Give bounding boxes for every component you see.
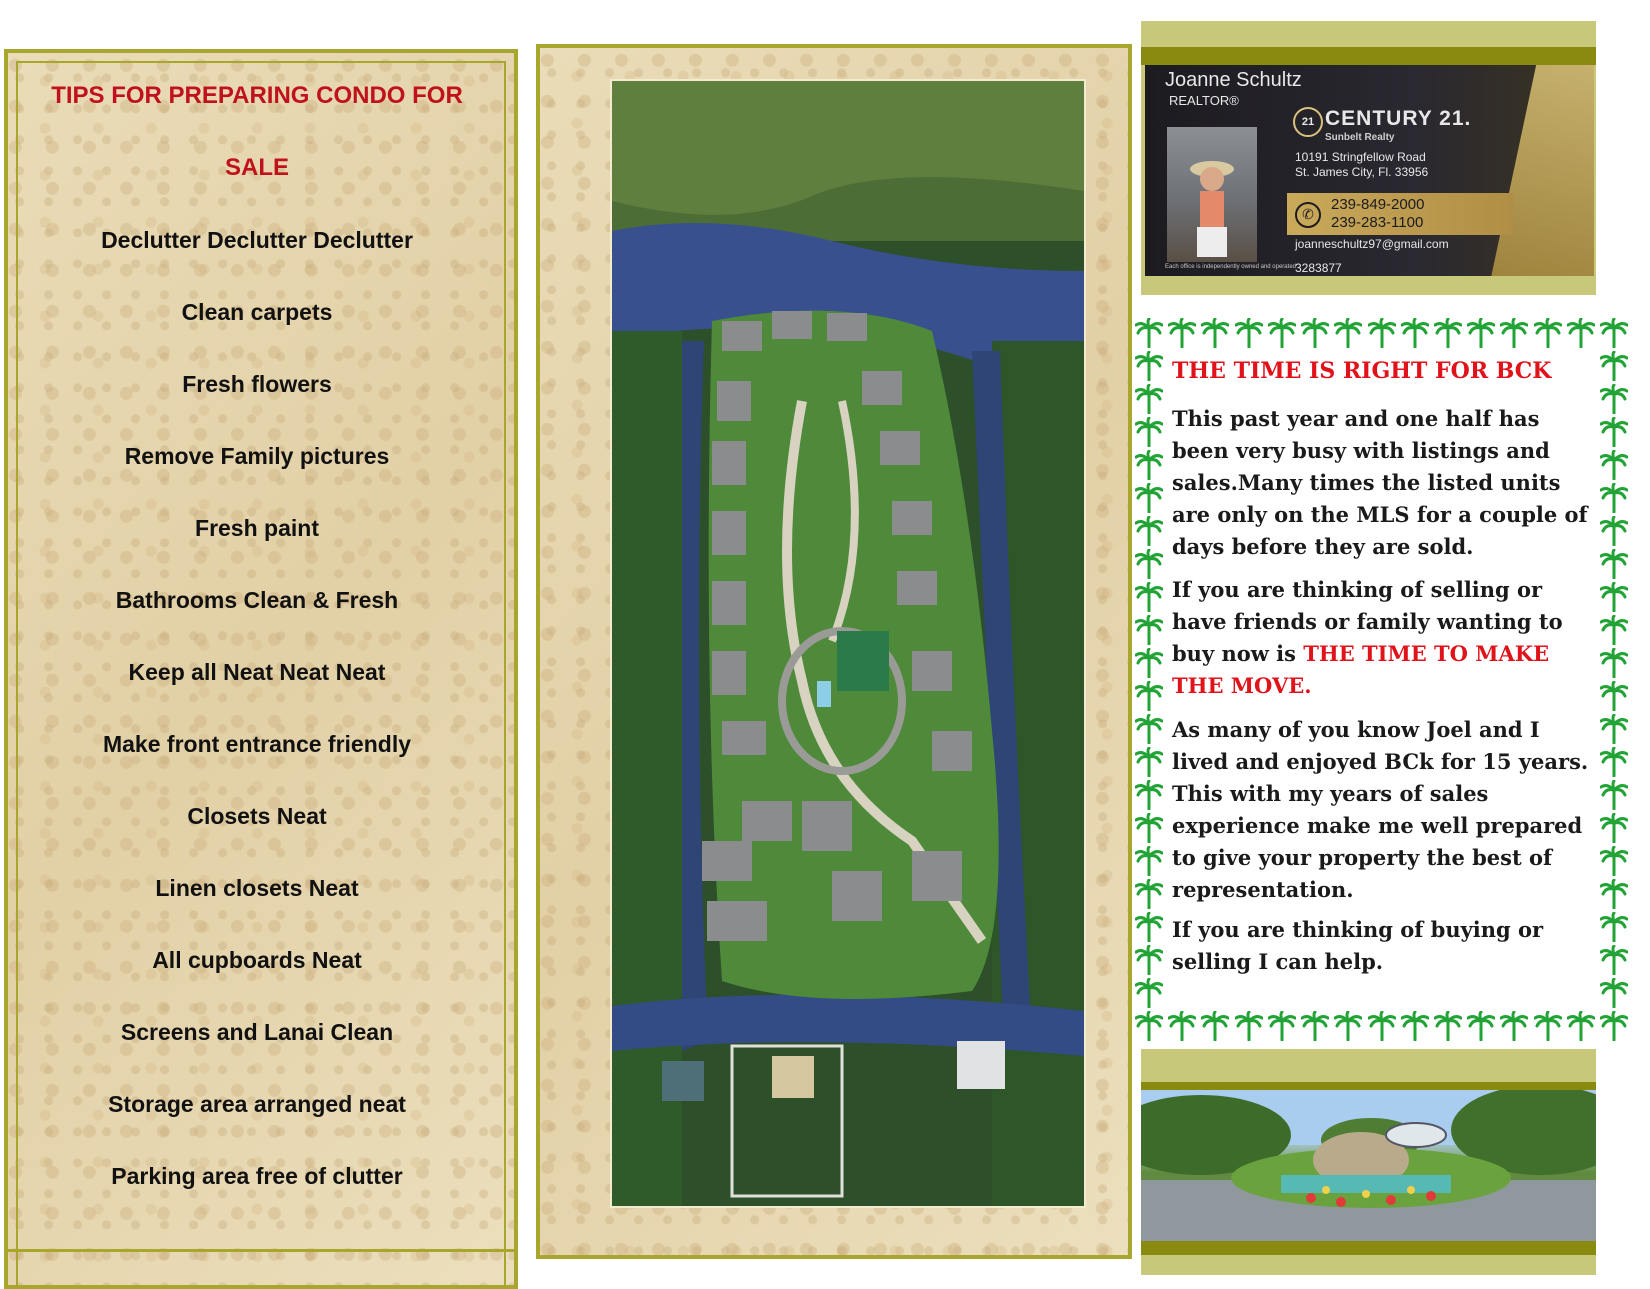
- card-gold-swoosh: [1488, 65, 1594, 276]
- tips-title-line-1: TIPS FOR PREPARING CONDO FOR: [51, 82, 463, 109]
- palm-tree-icon: [1399, 318, 1431, 350]
- card-disclaimer: Each office is independently owned and operated: [1165, 264, 1296, 270]
- palm-tree-icon: [1366, 1011, 1398, 1043]
- palm-tree-icon: [1133, 780, 1165, 812]
- palm-tree-icon: [1166, 318, 1198, 350]
- palm-tree-icon: [1133, 450, 1165, 482]
- agent-email: joanneschultz97@gmail.com: [1295, 237, 1449, 251]
- tip-item: Keep all Neat Neat Neat: [128, 659, 386, 685]
- bck-paragraph-1: This past year and one half has been very busy with listings and sales.Many times the listed units are only on the MLS for a couple of days before they are sold.: [1172, 406, 1588, 559]
- bck-title: THE TIME IS RIGHT FOR BCK: [1172, 358, 1552, 384]
- brokerage-office: Sunbelt Realty: [1325, 132, 1395, 143]
- palm-tree-icon: [1598, 879, 1630, 911]
- tips-panel-bottom-rule: [4, 1249, 518, 1252]
- palm-tree-icon: [1598, 813, 1630, 845]
- palm-tree-icon: [1133, 417, 1165, 449]
- palm-tree-icon: [1598, 780, 1630, 812]
- tip-item: Remove Family pictures: [124, 443, 390, 469]
- palm-tree-icon: [1133, 945, 1165, 977]
- palm-tree-icon: [1598, 417, 1630, 449]
- palm-tree-icon: [1133, 747, 1165, 779]
- tip-item: Bathrooms Clean & Fresh: [115, 587, 399, 613]
- palm-tree-icon: [1299, 1011, 1331, 1043]
- business-card-frame: [1141, 21, 1596, 295]
- palm-tree-icon: [1598, 351, 1630, 383]
- palm-tree-icon: [1133, 615, 1165, 647]
- palm-tree-icon: [1598, 615, 1630, 647]
- agent-license: 3283877: [1295, 261, 1342, 275]
- palm-tree-icon: [1366, 318, 1398, 350]
- palm-tree-icon: [1199, 1011, 1231, 1043]
- address-line-2: St. James City, Fl. 33956: [1295, 165, 1429, 179]
- bck-message-box: [1133, 318, 1630, 1043]
- palm-tree-icon: [1133, 681, 1165, 713]
- tip-item: Linen closets Neat: [155, 875, 359, 901]
- photo-band-top: [1141, 1082, 1596, 1090]
- tip-item: Fresh flowers: [182, 371, 332, 397]
- bck-paragraph-2: [1172, 574, 1602, 702]
- palm-tree-icon: [1332, 1011, 1364, 1043]
- photo-band-bottom: [1141, 1241, 1596, 1255]
- palm-tree-icon: [1133, 879, 1165, 911]
- entrance-photo-frame: [1141, 1049, 1596, 1275]
- palm-tree-icon: [1598, 582, 1630, 614]
- palm-tree-icon: [1598, 846, 1630, 878]
- palm-tree-icon: [1532, 1011, 1564, 1043]
- phone-icon: ✆: [1295, 202, 1321, 228]
- palm-tree-icon: [1133, 582, 1165, 614]
- card-band-top: [1141, 47, 1596, 65]
- palm-tree-icon: [1133, 549, 1165, 581]
- palm-tree-icon: [1133, 483, 1165, 515]
- palm-tree-icon: [1598, 945, 1630, 977]
- palm-tree-icon: [1598, 384, 1630, 416]
- palm-tree-icon: [1133, 846, 1165, 878]
- palm-tree-icon: [1133, 714, 1165, 746]
- century21-logo-icon: 21: [1293, 107, 1323, 137]
- agent-photo: [1167, 127, 1257, 262]
- tip-item: Declutter Declutter Declutter: [101, 227, 413, 253]
- phone-office: 239-849-2000: [1331, 196, 1425, 213]
- agent-role: REALTOR®: [1169, 93, 1239, 108]
- bck-paragraph-4: If you are thinking of buying or selling I can help.: [1172, 917, 1544, 974]
- tip-item: Storage area arranged neat: [108, 1091, 406, 1117]
- palm-tree-icon: [1332, 318, 1364, 350]
- business-card: [1145, 65, 1594, 276]
- card-band-bottom: [1141, 276, 1596, 295]
- palm-tree-icon: [1266, 1011, 1298, 1043]
- bck-paragraph-3: As many of you know Joel and I lived and enjoyed BCk for 15 years. This with my years of sales experience make me well prepared to give your property the best of representation.: [1172, 717, 1589, 902]
- palm-tree-icon: [1598, 318, 1630, 350]
- palm-tree-icon: [1133, 813, 1165, 845]
- tip-item: Screens and Lanai Clean: [120, 1019, 394, 1045]
- tip-item: Clean carpets: [181, 299, 333, 325]
- agent-name: Joanne Schultz: [1165, 69, 1302, 91]
- palm-tree-icon: [1133, 384, 1165, 416]
- tip-item: All cupboards Neat: [152, 947, 362, 973]
- palm-tree-icon: [1598, 714, 1630, 746]
- palm-tree-icon: [1233, 318, 1265, 350]
- palm-tree-icon: [1498, 318, 1530, 350]
- palm-tree-icon: [1598, 978, 1630, 1010]
- palm-tree-icon: [1598, 483, 1630, 515]
- bck-paragraph-2-text: If you are thinking of selling or have friends or family wanting to buy now is: [1172, 577, 1563, 666]
- phone-cell: 239-283-1100: [1331, 214, 1424, 231]
- palm-tree-icon: [1565, 1011, 1597, 1043]
- palm-tree-icon: [1465, 318, 1497, 350]
- palm-tree-icon: [1598, 912, 1630, 944]
- entrance-photo: [1141, 1090, 1596, 1241]
- tip-item: Make front entrance friendly: [102, 731, 412, 757]
- palm-tree-icon: [1598, 549, 1630, 581]
- palm-tree-icon: [1498, 1011, 1530, 1043]
- palm-tree-icon: [1598, 681, 1630, 713]
- palm-tree-icon: [1465, 1011, 1497, 1043]
- tip-item: Closets Neat: [187, 803, 327, 829]
- palm-tree-icon: [1233, 1011, 1265, 1043]
- palm-tree-icon: [1133, 516, 1165, 548]
- palm-tree-icon: [1166, 1011, 1198, 1043]
- palm-tree-icon: [1532, 318, 1564, 350]
- brokerage-name: CENTURY 21.: [1325, 107, 1472, 130]
- palm-tree-icon: [1399, 1011, 1431, 1043]
- tip-item: Fresh paint: [195, 515, 319, 541]
- palm-tree-icon: [1598, 648, 1630, 680]
- aerial-panel: [536, 44, 1132, 1259]
- palm-tree-icon: [1133, 318, 1165, 350]
- palm-tree-icon: [1598, 450, 1630, 482]
- palm-tree-icon: [1598, 747, 1630, 779]
- palm-tree-icon: [1598, 1011, 1630, 1043]
- palm-tree-icon: [1199, 318, 1231, 350]
- tips-title-line-2: SALE: [224, 154, 289, 181]
- phone-box: [1287, 193, 1513, 235]
- bck-paragraph-2-highlight: THE TIME TO MAKE THE MOVE.: [1172, 641, 1550, 698]
- palm-tree-icon: [1133, 978, 1165, 1010]
- palm-tree-icon: [1432, 1011, 1464, 1043]
- palm-tree-icon: [1598, 516, 1630, 548]
- palm-tree-icon: [1133, 351, 1165, 383]
- palm-tree-icon: [1565, 318, 1597, 350]
- tip-item: Parking area free of clutter: [111, 1163, 403, 1189]
- palm-tree-icon: [1133, 648, 1165, 680]
- address-line-1: 10191 Stringfellow Road: [1295, 150, 1426, 164]
- palm-tree-icon: [1133, 1011, 1165, 1043]
- palm-tree-icon: [1133, 912, 1165, 944]
- palm-tree-icon: [1266, 318, 1298, 350]
- palm-tree-icon: [1432, 318, 1464, 350]
- palm-tree-icon: [1299, 318, 1331, 350]
- aerial-photo: [612, 81, 1084, 1206]
